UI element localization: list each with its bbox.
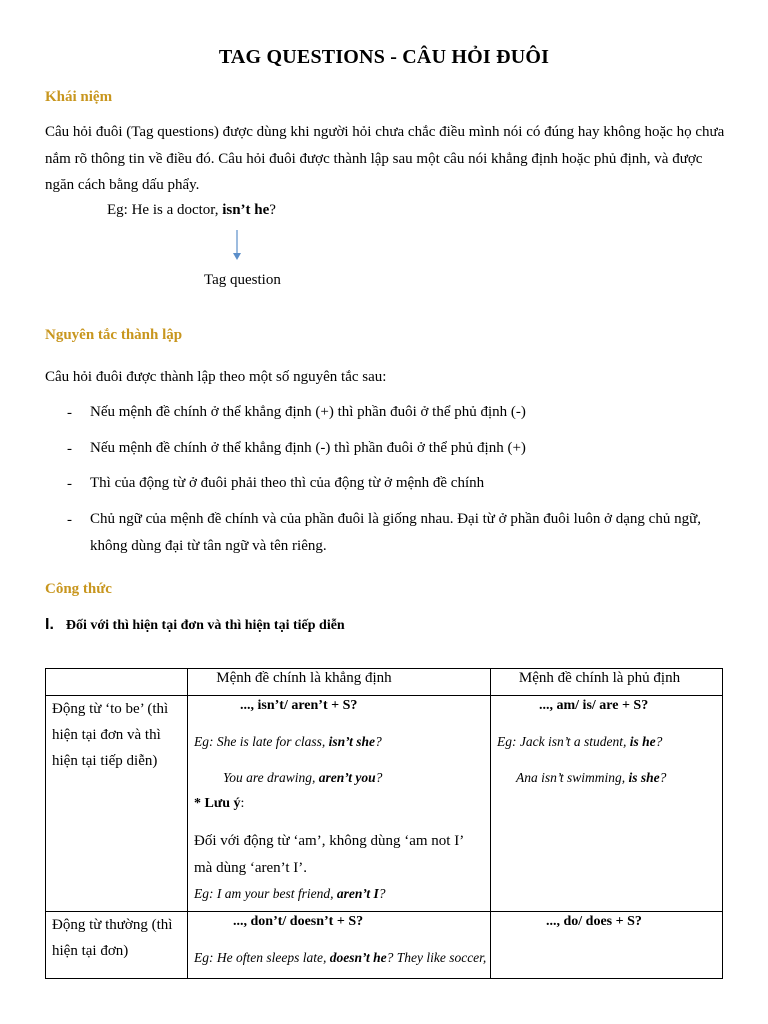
row1-neg-example1: Eg: Jack isn’t a student, is he? <box>497 734 663 749</box>
section-title <box>45 616 345 634</box>
row1-negative-cell <box>491 696 723 912</box>
concept-paragraph: Câu hỏi đuôi (Tag questions) được dùng khi người hỏi chưa chắc điều mình nói có đúng hay không hoặc họ chưa nắm rõ thông tin về điều đó. Câu hỏi đuôi được thành lập sau một câu nói khẳng định hoặc phủ định, và được ngăn cách bằng dấu phẩy. <box>45 124 725 193</box>
row2-pos-example: Eg: He often sleeps late, doesn’t he? They like soccer, <box>194 950 487 965</box>
row2-pos-formula: ..., don’t/ doesn’t + S? <box>233 914 364 929</box>
rule-text: Nếu mệnh đề chính ở thể khẳng định (+) thì phần đuôi ở thể phủ định (-) <box>90 404 526 420</box>
row1-positive-cell <box>188 696 491 912</box>
rule-text: Nếu mệnh đề chính ở thể khẳng định (-) thì phần đuôi ở thể phủ định (+) <box>90 440 526 456</box>
example-tag: isn’t he <box>222 202 270 218</box>
table-row <box>46 912 723 979</box>
row2-negative-cell <box>491 912 723 979</box>
table-header-row <box>46 669 723 696</box>
row1-label: Động từ ‘to be’ (thì hiện tại đơn và thì hiện tại tiếp diễn) <box>52 701 169 769</box>
table-row <box>46 696 723 912</box>
rules-heading: Nguyên tắc thành lập <box>45 327 183 343</box>
rules-intro: Câu hỏi đuôi được thành lập theo một số nguyên tắc sau: <box>45 369 387 385</box>
rule-text: Thì của động từ ở đuôi phải theo thì của động từ ở mệnh đề chính <box>90 475 485 491</box>
page-title: TAG QUESTIONS - CÂU HỎI ĐUÔI <box>218 46 550 68</box>
rule-dash: - <box>67 405 72 421</box>
row1-pos-example1: Eg: She is late for class, isn’t she? <box>194 734 382 749</box>
concept-heading: Khái niệm <box>45 89 113 105</box>
header-cell-negative: Mệnh đề chính là phủ định <box>491 669 723 696</box>
row1-pos-example2: You are drawing, aren’t you? <box>223 770 383 785</box>
section-title-text: Đối với thì hiện tại đơn và thì hiện tại tiếp diễn <box>65 618 345 633</box>
example-prefix: Eg: He is a doctor, <box>107 202 223 218</box>
rule-dash: - <box>67 512 72 528</box>
row2-label: Động từ thường (thì hiện tại đơn) <box>52 917 173 959</box>
row1-note-label: * Lưu ý: <box>194 796 245 811</box>
row1-label-cell <box>46 696 188 912</box>
row1-note-example: Eg: I am your best friend, aren’t I? <box>194 886 386 901</box>
tag-question-table <box>45 668 723 979</box>
row1-note-text: Đối với động từ ‘am’, không dùng ‘am not I’ mà dùng ‘aren’t I’. <box>194 833 464 876</box>
formula-heading: Công thức <box>45 581 112 597</box>
example-suffix: ? <box>269 202 276 218</box>
concept-example <box>107 202 276 219</box>
rule-text: Chủ ngữ của mệnh đề chính và của phần đuôi là giống nhau. Đại từ ở phần đuôi luôn ở dạng chủ ngữ, không dùng đại từ tân ngữ và tên riêng. <box>90 511 701 554</box>
row2-neg-formula: ..., do/ does + S? <box>546 914 642 929</box>
row1-neg-example2: Ana isn’t swimming, is she? <box>516 770 667 785</box>
header-cell-positive: Mệnh đề chính là khẳng định <box>188 669 491 696</box>
section-number: I. <box>45 616 54 633</box>
header-cell-empty <box>46 669 188 696</box>
row2-label-cell <box>46 912 188 979</box>
rule-dash: - <box>67 476 72 492</box>
row1-pos-formula: ..., isn’t/ aren’t + S? <box>240 698 358 713</box>
tag-question-label: Tag question <box>204 272 281 288</box>
rule-dash: - <box>67 441 72 457</box>
arrow-down-icon <box>231 230 243 262</box>
row2-positive-cell <box>188 912 491 979</box>
row1-neg-formula: ..., am/ is/ are + S? <box>539 698 649 713</box>
